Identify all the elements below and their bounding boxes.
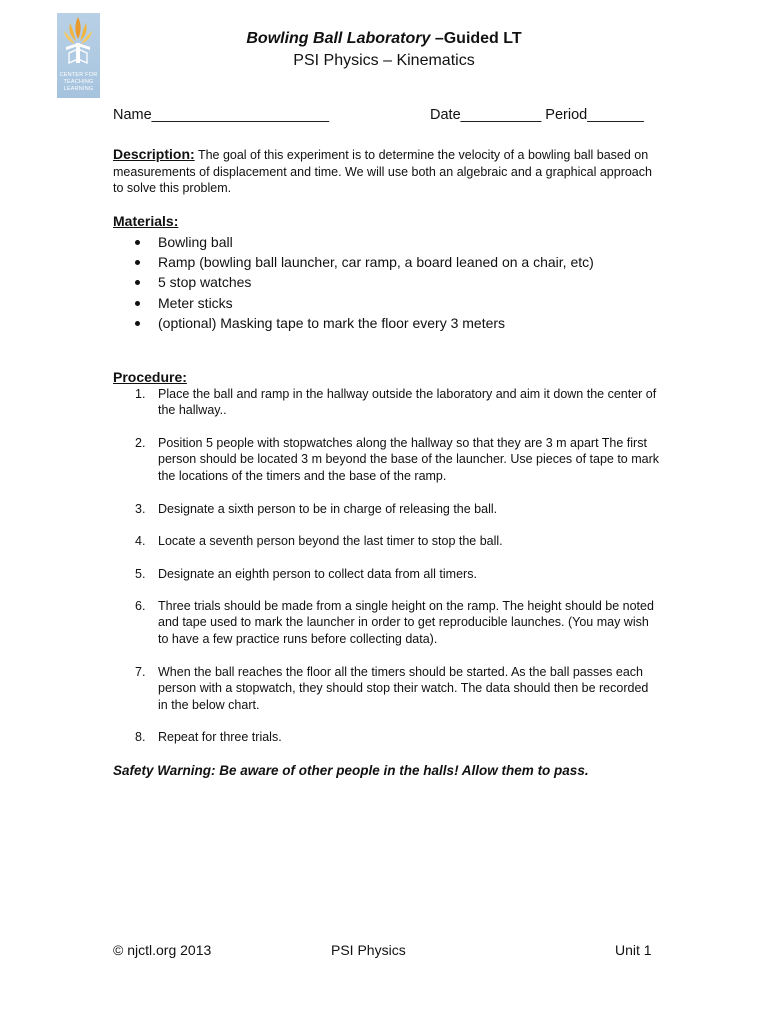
step-number: 5. [135, 567, 146, 581]
list-item: 5 stop watches [135, 272, 594, 292]
procedure-label: Procedure: [113, 369, 187, 385]
page-subtitle: PSI Physics – Kinematics [293, 52, 475, 69]
procedure-step [135, 435, 660, 484]
step-text: Position 5 people with stopwatches along the hallway so that they are 3 m apart The first person should be located 3 m beyond the base of the launcher. Use pieces of tape to mark the locations of the timers and the base of the ramp. [158, 436, 660, 483]
procedure-step [135, 598, 660, 647]
procedure-step [135, 501, 660, 517]
logo-text: TEACHING [63, 79, 94, 85]
step-number: 3. [135, 502, 146, 516]
title-italic: Bowling Ball Laboratory [246, 30, 431, 47]
materials-list [135, 232, 594, 333]
procedure-step [135, 664, 660, 713]
description-text: The goal of this experiment is to determine the velocity of a bowling ball based on measurements of displacement and time. We will use both an algebraic and a graphical approach to solve this problem. [113, 148, 652, 195]
description-section [113, 146, 658, 197]
step-number: 1. [135, 387, 146, 401]
step-number: 7. [135, 665, 146, 679]
safety-warning: Safety Warning: Be aware of other people in the halls! Allow them to pass. [113, 763, 589, 778]
list-item: Ramp (bowling ball launcher, car ramp, a board leaned on a chair, etc) [135, 252, 594, 272]
step-text: Place the ball and ramp in the hallway outside the laboratory and aim it down the center of the hallway.. [158, 387, 657, 418]
step-text: Repeat for three trials. [158, 730, 282, 744]
step-text: When the ball reaches the floor all the timers should be started. As the ball passes each person with a stopwatch, they should stop their watch. The data should then be recorded in the below chart. [158, 665, 649, 712]
procedure-step [135, 386, 660, 419]
description-label: Description: [113, 146, 195, 162]
step-number: 2. [135, 436, 146, 450]
step-text: Three trials should be made from a single height on the ramp. The height should be noted and tape used to mark the launcher in order to get reproducible launches. (You may wish to have a few practice runs before collecting data). [158, 599, 654, 646]
step-text: Designate an eighth person to collect data from all timers. [158, 567, 477, 581]
page-title [0, 30, 768, 48]
footer-unit: Unit 1 [615, 942, 652, 958]
step-text: Designate a sixth person to be in charge of releasing the ball. [158, 502, 498, 516]
list-item: Bowling ball [135, 232, 594, 252]
logo-text: CENTER FOR [59, 72, 98, 78]
name-field[interactable]: Name______________________ [113, 107, 330, 123]
step-text: Locate a seventh person beyond the last timer to stop the ball. [158, 534, 503, 548]
footer-course: PSI Physics [331, 942, 406, 958]
step-number: 4. [135, 534, 146, 548]
step-number: 6. [135, 599, 146, 613]
footer-copyright: © njctl.org 2013 [113, 942, 212, 958]
procedure-step [135, 566, 660, 582]
step-number: 8. [135, 730, 146, 744]
materials-label: Materials: [113, 213, 179, 229]
list-item: Meter sticks [135, 293, 594, 313]
procedure-step [135, 533, 660, 549]
procedure-step [135, 729, 660, 745]
list-item: (optional) Masking tape to mark the floor every 3 meters [135, 313, 594, 333]
logo-text: LEARNING [63, 86, 94, 92]
title-rest: –Guided LT [430, 30, 522, 47]
date-period-field[interactable]: Date__________ Period_______ [430, 107, 644, 123]
